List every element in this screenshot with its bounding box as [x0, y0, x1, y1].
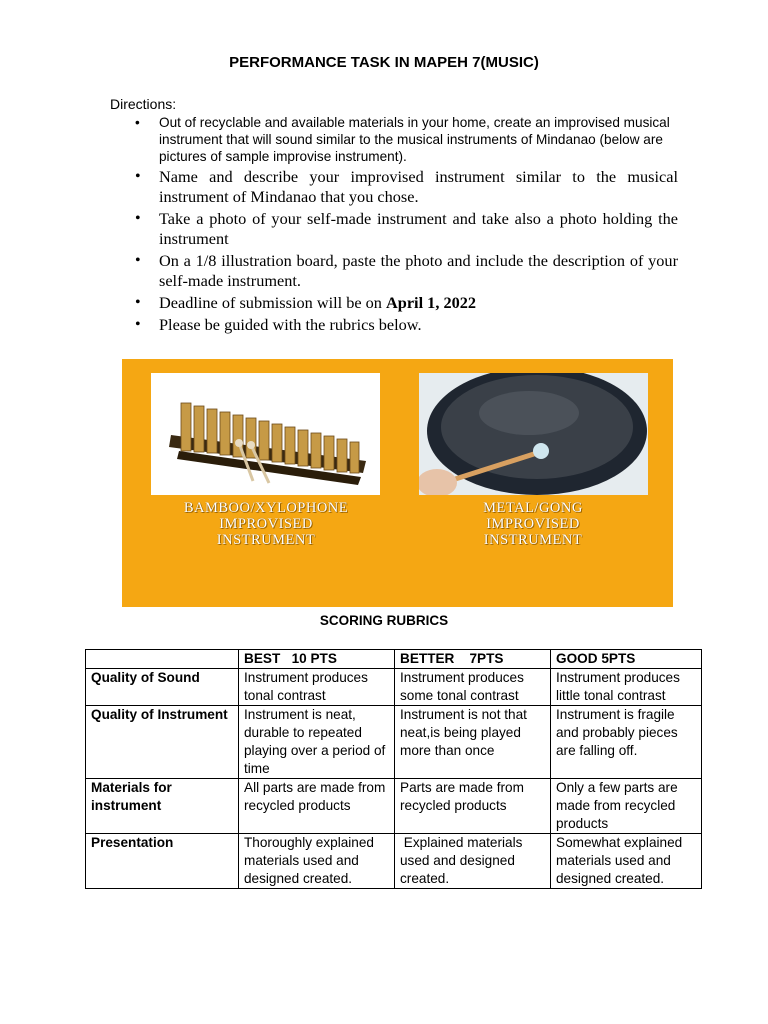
table-cell: Instrument produces little tonal contrast	[551, 669, 702, 706]
table-cell: Thoroughly explained materials used and designed created.	[239, 834, 395, 889]
list-item: • Deadline of submission will be on April 1, 2022	[133, 293, 678, 313]
list-item: • Take a photo of your self-made instrument and take also a photo holding the instrument	[133, 209, 678, 249]
sample-instruments-panel	[122, 359, 673, 607]
list-item: • Out of recyclable and available materials in your home, create an improvised musical instrument that will sound similar to the musical instruments of Mindanao (below are pictures of sample improvise instrument).	[133, 114, 678, 165]
table-cell: Instrument is fragile and probably pieces are falling off.	[551, 706, 702, 779]
table-cell: Somewhat explained materials used and designed created.	[551, 834, 702, 889]
table-cell: Instrument produces tonal contrast	[239, 669, 395, 706]
directions-list	[133, 114, 678, 335]
rubric-title: SCORING RUBRICS	[319, 613, 449, 628]
list-item: • On a 1/8 illustration board, paste the photo and include the description of your self-made instrument.	[133, 251, 678, 291]
xylophone-photo	[151, 373, 380, 495]
criterion-cell: Quality of Sound	[86, 669, 239, 706]
header-cell: BETTER 7PTS	[395, 650, 551, 669]
table-row	[86, 669, 702, 706]
gong-caption: METAL/GONG IMPROVISED INSTRUMENT	[483, 500, 583, 548]
list-item: • Please be guided with the rubrics below.	[133, 315, 678, 335]
criterion-cell: Presentation	[86, 834, 239, 889]
table-cell: Parts are made from recycled products	[395, 779, 551, 834]
header-cell: BEST 10 PTS	[239, 650, 395, 669]
gong-photo	[419, 373, 648, 495]
directions-label: Directions:	[110, 96, 177, 112]
table-cell: Instrument is not that neat,is being played more than once	[395, 706, 551, 779]
rubric-table	[85, 649, 702, 889]
header-cell: GOOD 5PTS	[551, 650, 702, 669]
table-cell: Only a few parts are made from recycled products	[551, 779, 702, 834]
deadline-date: April 1, 2022	[386, 293, 477, 312]
list-item: • Name and describe your improvised instrument similar to the musical instrument of Mindanao that you chose.	[133, 167, 678, 207]
header-cell	[86, 650, 239, 669]
table-header-row	[86, 650, 702, 669]
table-row	[86, 706, 702, 779]
criterion-cell: Quality of Instrument	[86, 706, 239, 779]
table-cell: Explained materials used and designed created.	[395, 834, 551, 889]
table-cell: All parts are made from recycled products	[239, 779, 395, 834]
xylophone-caption: BAMBOO/XYLOPHONE IMPROVISED INSTRUMENT	[183, 500, 349, 548]
table-cell: Instrument is neat, durable to repeated playing over a period of time	[239, 706, 395, 779]
table-row	[86, 834, 702, 889]
table-row	[86, 779, 702, 834]
page-title: PERFORMANCE TASK IN MAPEH 7(MUSIC)	[229, 54, 539, 71]
criterion-cell: Materials for instrument	[86, 779, 239, 834]
table-cell: Instrument produces some tonal contrast	[395, 669, 551, 706]
